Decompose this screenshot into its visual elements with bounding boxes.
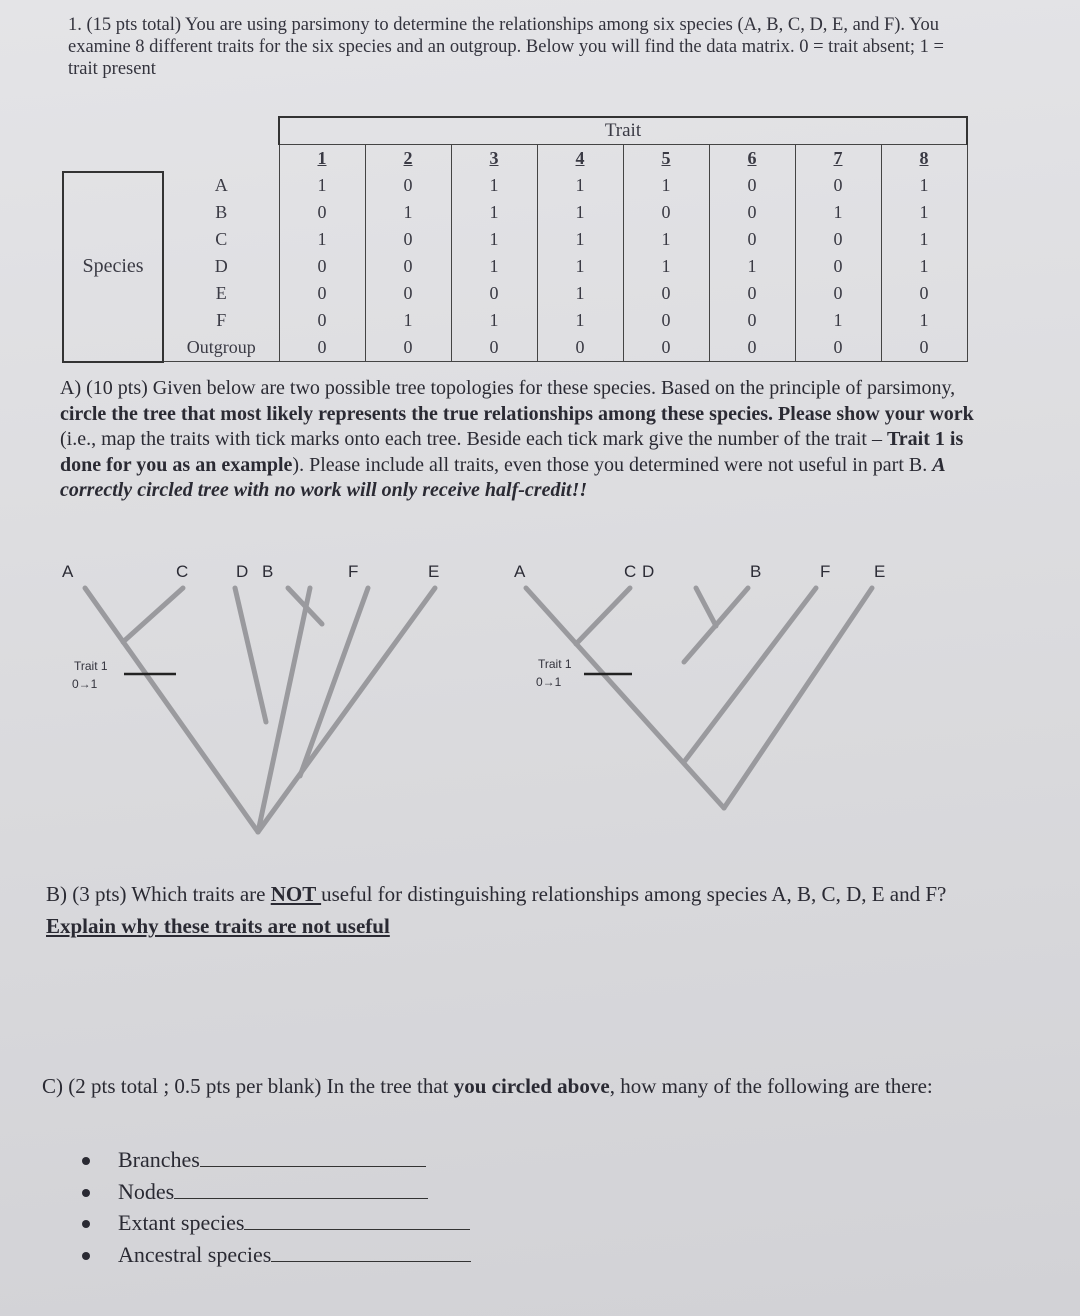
trait-value-cell: 0 [623, 280, 709, 307]
trait-value-cell: 1 [537, 172, 623, 199]
trait-value-cell: 0 [279, 253, 365, 280]
part-b-not: NOT [270, 882, 322, 906]
bullet-icon [82, 1220, 90, 1228]
part-b-text [46, 878, 986, 942]
trait-value-cell: 0 [623, 334, 709, 362]
answer-blank[interactable] [174, 1176, 428, 1199]
trait-value-cell: 0 [623, 199, 709, 226]
tip-label: D [236, 562, 249, 581]
species-name: A [163, 172, 279, 199]
trait-value-cell: 1 [881, 226, 967, 253]
bullet-icon [82, 1157, 90, 1165]
trait-number: 5 [623, 144, 709, 172]
tip-label: E [874, 562, 886, 581]
trait-value-cell: 0 [279, 307, 365, 334]
species-name: D [163, 253, 279, 280]
answer-blanks-list [78, 1144, 471, 1270]
trait-value-cell: 1 [795, 307, 881, 334]
trait-value-cell: 1 [623, 172, 709, 199]
tip-label: A [62, 562, 74, 581]
trait-number: 6 [709, 144, 795, 172]
trait-value-cell: 1 [365, 199, 451, 226]
trait-number: 4 [537, 144, 623, 172]
trait-tick-label: Trait 1 [74, 659, 108, 673]
trait-number: 1 [279, 144, 365, 172]
tip-label: B [750, 562, 762, 581]
trait-value-cell: 1 [623, 253, 709, 280]
trait-value-cell: 0 [709, 199, 795, 226]
trait-value-cell: 1 [795, 199, 881, 226]
trait-value-cell: 1 [537, 226, 623, 253]
trait-value-cell: 0 [795, 334, 881, 362]
trait-value-cell: 1 [537, 199, 623, 226]
trait-value-cell: 1 [537, 253, 623, 280]
question-intro: 1. (15 pts total) You are using parsimony to determine the relationships among six species (A, B, C, D, E, and F). You examine 8 different traits for the six species and an outgroup. Below you will find the data matrix. 0 = trait absent; 1 = trait present [68, 15, 944, 79]
trait-value-cell: 0 [537, 334, 623, 362]
part-b-text-1: B) (3 pts) Which traits are [46, 882, 271, 906]
trait-value-cell: 1 [881, 307, 967, 334]
trait-number: 8 [881, 144, 967, 172]
species-name: C [163, 226, 279, 253]
trait-value-cell: 0 [881, 280, 967, 307]
trait-value-cell: 1 [537, 307, 623, 334]
trait-value-cell: 1 [451, 172, 537, 199]
tip-label: C [176, 562, 189, 581]
list-item [78, 1207, 471, 1239]
trait-value-cell: 0 [365, 253, 451, 280]
trait-value-cell: 1 [709, 253, 795, 280]
trait-value-cell: 0 [279, 334, 365, 362]
list-item [78, 1176, 471, 1208]
part-a-text-1: A) (10 pts) Given below are two possible tree topologies for these species. Based on the principle of parsimony, [60, 377, 956, 399]
trait-value-cell: 1 [451, 307, 537, 334]
trait-change-label: 0→1 [536, 675, 562, 689]
trait-value-cell: 1 [881, 199, 967, 226]
trait-value-cell: 0 [365, 172, 451, 199]
species-name: B [163, 199, 279, 226]
part-b-text-3: useful for distinguishing relationships among species A, B, C, D, E and F? [321, 882, 947, 906]
trait-number: 3 [451, 144, 537, 172]
trait-value-cell: 1 [365, 307, 451, 334]
trait-value-cell: 1 [451, 226, 537, 253]
bullet-icon [82, 1189, 90, 1197]
answer-blank[interactable] [200, 1144, 426, 1167]
part-a-emphasis-work: Please show your work [778, 402, 974, 425]
trait-value-cell: 0 [709, 226, 795, 253]
part-a-text-5: (i.e., map the traits with tick marks onto each tree. Beside each tick mark give the number of the trait – [60, 428, 887, 450]
trait-value-cell: 0 [451, 280, 537, 307]
trait-value-cell: 1 [279, 172, 365, 199]
part-a-emphasis-example: Trait 1 is done for you as an example [60, 428, 964, 476]
species-label: Species [63, 172, 163, 362]
blank-label: Branches [118, 1147, 200, 1172]
data-matrix [62, 116, 968, 363]
trait-value-cell: 1 [537, 280, 623, 307]
trait-value-cell: 0 [795, 280, 881, 307]
trait-value-cell: 0 [795, 226, 881, 253]
tip-label: F [348, 562, 359, 581]
trait-value-cell: 1 [623, 226, 709, 253]
trait-value-cell: 0 [881, 334, 967, 362]
trait-value-cell: 0 [365, 226, 451, 253]
trait-header: Trait [279, 117, 967, 144]
part-b-explain: Explain why these traits are not useful [46, 914, 390, 938]
tip-label: E [428, 562, 440, 581]
trait-value-cell: 0 [709, 307, 795, 334]
list-item [78, 1144, 471, 1176]
trait-value-cell: 0 [279, 199, 365, 226]
blank-label: Ancestral species [118, 1241, 272, 1267]
trait-value-cell: 0 [709, 280, 795, 307]
species-name: F [163, 307, 279, 334]
trait-value-cell: 0 [709, 172, 795, 199]
trait-value-cell: 0 [451, 334, 537, 362]
trait-number: 7 [795, 144, 881, 172]
tree-1 [40, 550, 470, 840]
tip-label: F [820, 562, 831, 581]
trait-value-cell: 1 [881, 172, 967, 199]
answer-blank[interactable] [244, 1207, 470, 1230]
part-a-text [60, 376, 980, 504]
tip-label: C [624, 562, 637, 581]
bullet-icon [82, 1252, 90, 1260]
part-a-text-7: ). Please include all traits, even those you determined were not useful in part B. [292, 453, 933, 476]
trait-value-cell: 0 [795, 253, 881, 280]
part-a-emphasis-circle: circle the tree that most likely represents the true relationships among these species. [60, 402, 774, 425]
species-name: E [163, 280, 279, 307]
blank-label: Extant species [118, 1210, 245, 1235]
tip-label: A [514, 562, 526, 581]
trait-number: 2 [365, 144, 451, 172]
trait-value-cell: 0 [279, 280, 365, 307]
part-c-text-1: C) (2 pts total ; 0.5 pts per blank) In the tree that [42, 1074, 454, 1098]
trait-change-label: 0→1 [72, 677, 98, 691]
tip-label: D [642, 562, 655, 581]
trait-value-cell: 1 [279, 226, 365, 253]
trait-value-cell: 1 [881, 253, 967, 280]
trait-tick-label: Trait 1 [538, 657, 572, 671]
trait-value-cell: 0 [365, 280, 451, 307]
trait-value-cell: 0 [795, 172, 881, 199]
blank-label: Nodes [118, 1178, 175, 1204]
part-c-text-3: , how many of the following are there: [609, 1074, 933, 1098]
trait-value-cell: 1 [451, 253, 537, 280]
part-c-emphasis: you circled above [453, 1074, 610, 1098]
trait-value-cell: 0 [709, 334, 795, 362]
tip-label: B [262, 562, 274, 581]
part-a-warning: A correctly circled tree with no work will only receive half-credit!! [60, 453, 945, 501]
species-name: Outgroup [163, 334, 279, 362]
tree-2 [500, 550, 920, 840]
trait-value-cell: 0 [365, 334, 451, 362]
trait-value-cell: 0 [623, 307, 709, 334]
list-item [78, 1239, 471, 1271]
part-c-text [42, 1070, 1002, 1102]
trait-value-cell: 1 [451, 199, 537, 226]
answer-blank[interactable] [271, 1239, 471, 1262]
